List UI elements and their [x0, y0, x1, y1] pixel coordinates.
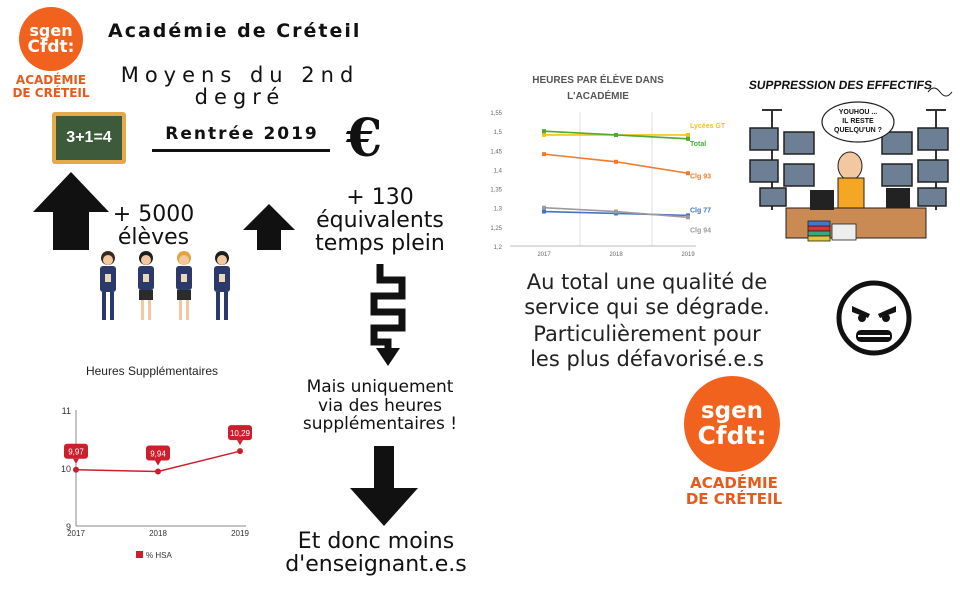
overtime-text-line2: via des heures: [317, 395, 443, 416]
data-label-pointer: [73, 459, 79, 464]
page-title-line1: Moyens du 2nd: [120, 63, 360, 87]
overtime-text: [282, 378, 478, 434]
rentree-label: Rentrée 2019: [165, 124, 319, 144]
data-label-pointer: [237, 440, 243, 445]
y-tick-label: 1,4: [493, 168, 502, 175]
sgen-cfdt-logo-bottom: [684, 376, 780, 472]
data-point: [614, 160, 618, 164]
x-tick-label: 2017: [67, 529, 85, 538]
data-label: 9,97: [68, 447, 84, 457]
logo-text-sgen: sgen: [29, 20, 73, 40]
rentree-underline: [152, 149, 330, 152]
logo-caption-top: [10, 74, 92, 99]
students-label-line2: élèves: [117, 225, 190, 251]
data-point: [542, 210, 546, 214]
logo-caption-bottom: [682, 476, 786, 508]
x-tick-label: 2019: [231, 529, 249, 538]
series-label: Clg 94: [690, 227, 712, 235]
disadvantaged-text-line2: les plus défavorisé.e.s: [530, 347, 764, 372]
zigzag-arrow-icon: [368, 262, 410, 370]
quality-text-line2: service qui se dégrade.: [524, 295, 770, 320]
data-point: [614, 133, 618, 137]
staff-label-line2: équivalents: [316, 208, 444, 234]
data-point: [686, 133, 690, 137]
overtime-text-line3: supplémentaires !: [302, 414, 458, 435]
logo-text-cfdt: Cfdt:: [697, 421, 767, 450]
legend-label: % HSA: [146, 551, 172, 560]
y-tick-label: 1,55: [490, 111, 502, 117]
chart-title: Heures Supplémentaires: [85, 364, 219, 378]
fewer-teachers-line2: d'enseignant.e.s: [285, 552, 467, 578]
fewer-teachers-line1: Et donc moins: [297, 529, 455, 554]
series-label: Clg 93: [690, 173, 712, 181]
student-figure: [100, 251, 116, 320]
students-illustration: [92, 248, 242, 330]
arrow-down-icon: [350, 446, 418, 526]
series-label: Lycées GT: [690, 122, 726, 130]
logo-caption-line1: ACADÉMIE: [690, 474, 778, 492]
disadvantaged-text-line1: Particulièrement pour: [533, 322, 761, 346]
arrow-up-icon-large: [33, 172, 109, 250]
legend-swatch: [136, 551, 143, 558]
x-tick-label: 2018: [609, 252, 623, 258]
euro-icon: €: [346, 108, 383, 169]
series-label: Clg 77: [690, 207, 712, 215]
data-point: [686, 215, 690, 219]
y-tick-label: 1,2: [493, 245, 502, 251]
sgen-cfdt-logo-top: [19, 7, 83, 71]
x-tick-label: 2018: [149, 529, 167, 538]
quality-text-line1: Au total une qualité de: [526, 270, 768, 294]
staff-label: [300, 186, 460, 255]
chalkboard-icon: [52, 112, 126, 164]
series-label: Total: [690, 140, 707, 148]
x-tick-label: 2017: [537, 252, 551, 258]
hours-per-student-chart: [482, 66, 734, 262]
data-label: 10,29: [229, 429, 251, 439]
page-title-line2: degré: [194, 85, 286, 110]
y-tick-label: 1,5: [493, 130, 502, 137]
page-title: [95, 64, 385, 108]
y-tick-label: 10: [60, 464, 71, 474]
data-point: [542, 133, 546, 137]
data-label-pointer: [155, 460, 161, 465]
arrow-up-icon-small: [243, 204, 295, 250]
logo-text-cfdt: Cfdt:: [27, 36, 75, 57]
bubble-line3: QUELQU'UN ?: [834, 127, 882, 134]
logo-caption-line2: DE CRÉTEIL: [12, 85, 90, 100]
overtime-text-line1: Mais uniquement: [306, 377, 454, 397]
data-point: [237, 448, 243, 454]
y-tick-label: 1,3: [493, 206, 502, 213]
quality-text: [502, 270, 792, 320]
angry-face-icon: [834, 278, 914, 358]
chalkboard-text: 3+1=4: [56, 116, 122, 160]
data-point: [542, 129, 546, 133]
academy-title: Académie de Créteil: [108, 20, 362, 42]
staff-label-line1: + 130: [346, 185, 414, 210]
data-point: [542, 152, 546, 156]
logo-caption-line1: ACADÉMIE: [15, 73, 87, 87]
bubble-line1: YOUHOU ...: [838, 109, 878, 116]
logo-caption-line2: DE CRÉTEIL: [685, 489, 783, 508]
disadvantaged-text: [502, 322, 792, 372]
data-point: [542, 206, 546, 210]
students-label-line1: + 5000: [112, 202, 195, 227]
y-tick-label: 9: [65, 522, 71, 532]
data-point: [73, 467, 79, 473]
cartoon-title: SUPPRESSION DES EFFECTIFS: [747, 78, 934, 92]
y-tick-label: 1,25: [490, 225, 502, 232]
staff-label-line3: temps plein: [315, 231, 445, 257]
student-figure: [214, 251, 230, 320]
bubble-line2: IL RESTE: [842, 118, 874, 125]
logo-text-sgen: sgen: [700, 398, 764, 424]
students-label: [106, 203, 201, 249]
student-figure: [176, 251, 192, 320]
y-tick-label: 1,45: [490, 149, 502, 156]
data-point: [155, 468, 161, 474]
chart-title-line2: L'ACADÉMIE: [567, 91, 629, 102]
fewer-teachers-text: [266, 530, 486, 576]
chart-title-line1: HEURES PAR ÉLÈVE DANS: [532, 75, 664, 86]
student-figure: [138, 251, 154, 320]
y-tick-label: 1,35: [490, 187, 502, 194]
data-point: [614, 210, 618, 214]
overtime-chart: [40, 356, 280, 570]
data-label: 9,94: [150, 449, 166, 459]
x-tick-label: 2019: [681, 252, 695, 258]
y-tick-label: 11: [61, 406, 71, 416]
cartoon-illustration: [746, 70, 958, 250]
